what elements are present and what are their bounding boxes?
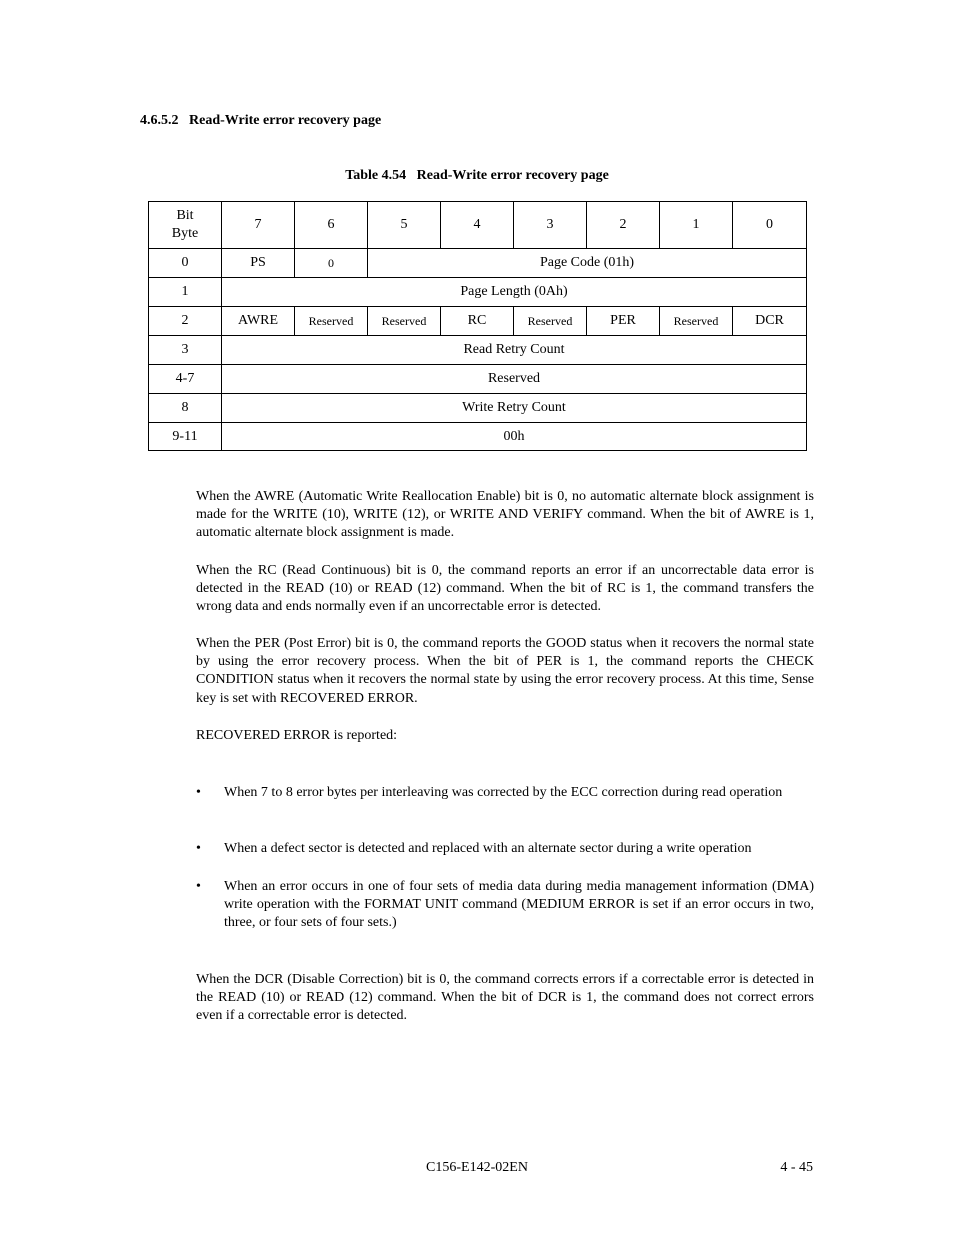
byte-cell: 0 [149, 249, 222, 278]
mode-page-table [148, 201, 807, 451]
read-retry-count-cell: Read Retry Count [222, 336, 807, 365]
list-item-text: When 7 to 8 error bytes per interleaving was corrected by the ECC correction during read operation [224, 785, 783, 800]
dcr-paragraph: When the DCR (Disable Correction) bit is 0, the command corrects errors if a correctable error is detected in the READ (10) or READ (12) command. When the bit of DCR is 1, the command does not correct errors even if a correctable error is detected. [196, 972, 814, 1024]
page-code-cell: Page Code (01h) [368, 249, 807, 278]
byte-cell: 1 [149, 278, 222, 307]
reserved-cell: Reserved [514, 307, 587, 336]
table-row [149, 365, 807, 394]
table-row [149, 307, 807, 336]
byte-cell: 9-11 [149, 423, 222, 451]
bit-1-header: 1 [660, 202, 733, 249]
awre-paragraph: When the AWRE (Automatic Write Reallocation Enable) bit is 0, no automatic alternate block assignment is made for the WRITE (10), WRITE (12), or WRITE AND VERIFY command. When the bit of AWRE is 1, automatic alternate block assignment is made. [196, 489, 814, 541]
bit-4-header: 4 [441, 202, 514, 249]
reserved-span-cell: Reserved [222, 365, 807, 394]
dcr-cell: DCR [733, 307, 807, 336]
write-retry-count-cell: Write Retry Count [222, 394, 807, 423]
section-heading: 4.6.5.2 Read-Write error recovery page [140, 113, 382, 128]
bit-3-header: 3 [514, 202, 587, 249]
page-length-cell: Page Length (0Ah) [222, 278, 807, 307]
bit6-cell: 0 [295, 249, 368, 278]
rc-paragraph: When the RC (Read Continuous) bit is 0, the command reports an error if an uncorrectable data error is detected in the READ (10) or READ (12) command. When the bit of RC is 1, the command transfers the wrong data and ends normally even if an uncorrectable error is detected. [196, 563, 814, 615]
bullet-icon: • [196, 879, 201, 894]
byte-cell: 8 [149, 394, 222, 423]
bit-6-header: 6 [295, 202, 368, 249]
bullet-icon: • [196, 785, 201, 800]
list-item-text: When a defect sector is detected and replaced with an alternate sector during a write operation [224, 841, 752, 856]
list-item [196, 878, 814, 933]
per-paragraph: When the PER (Post Error) bit is 0, the command reports the GOOD status when it recovers the normal state by using the error recovery process. When the bit of PER is 1, the command reports the CHECK CONDITION status when it recovers the normal state by using the error recovery process. At this time, Sense key is set with RECOVERED ERROR. [196, 636, 814, 706]
rc-cell: RC [441, 307, 514, 336]
table-row [149, 278, 807, 307]
bit-2-header: 2 [587, 202, 660, 249]
byte-cell: 3 [149, 336, 222, 365]
table-caption: Table 4.54 Read-Write error recovery page [345, 168, 609, 183]
byte-cell: 4-7 [149, 365, 222, 394]
recovered-error-intro: RECOVERED ERROR is reported: [196, 728, 398, 743]
reserved-cell: Reserved [368, 307, 441, 336]
list-item-text: When an error occurs in one of four sets of media data during media management information (DMA) write operation with the FORMAT UNIT command (MEDIUM ERROR is set if an error occurs in two, three, or four sets of four sets.) [224, 879, 814, 931]
bit-label: Bit [176, 208, 194, 223]
per-cell: PER [587, 307, 660, 336]
list-item [196, 840, 814, 858]
ps-cell: PS [222, 249, 295, 278]
document-code: C156-E142-02EN [426, 1160, 528, 1175]
table-row [149, 336, 807, 365]
list-item [196, 784, 814, 802]
table-header-row [149, 202, 807, 249]
page-number: 4 - 45 [780, 1160, 813, 1175]
value-00h-cell: 00h [222, 423, 807, 451]
bullet-icon: • [196, 841, 201, 856]
table-row [149, 249, 807, 278]
byte-cell: 2 [149, 307, 222, 336]
reserved-cell: Reserved [660, 307, 733, 336]
table-row [149, 394, 807, 423]
bit-5-header: 5 [368, 202, 441, 249]
bit-7-header: 7 [222, 202, 295, 249]
byte-label: Byte [171, 226, 199, 241]
reserved-cell: Reserved [295, 307, 368, 336]
bit-0-header: 0 [733, 202, 807, 249]
table-row [149, 423, 807, 451]
awre-cell: AWRE [222, 307, 295, 336]
bit-byte-header-cell [149, 202, 222, 249]
